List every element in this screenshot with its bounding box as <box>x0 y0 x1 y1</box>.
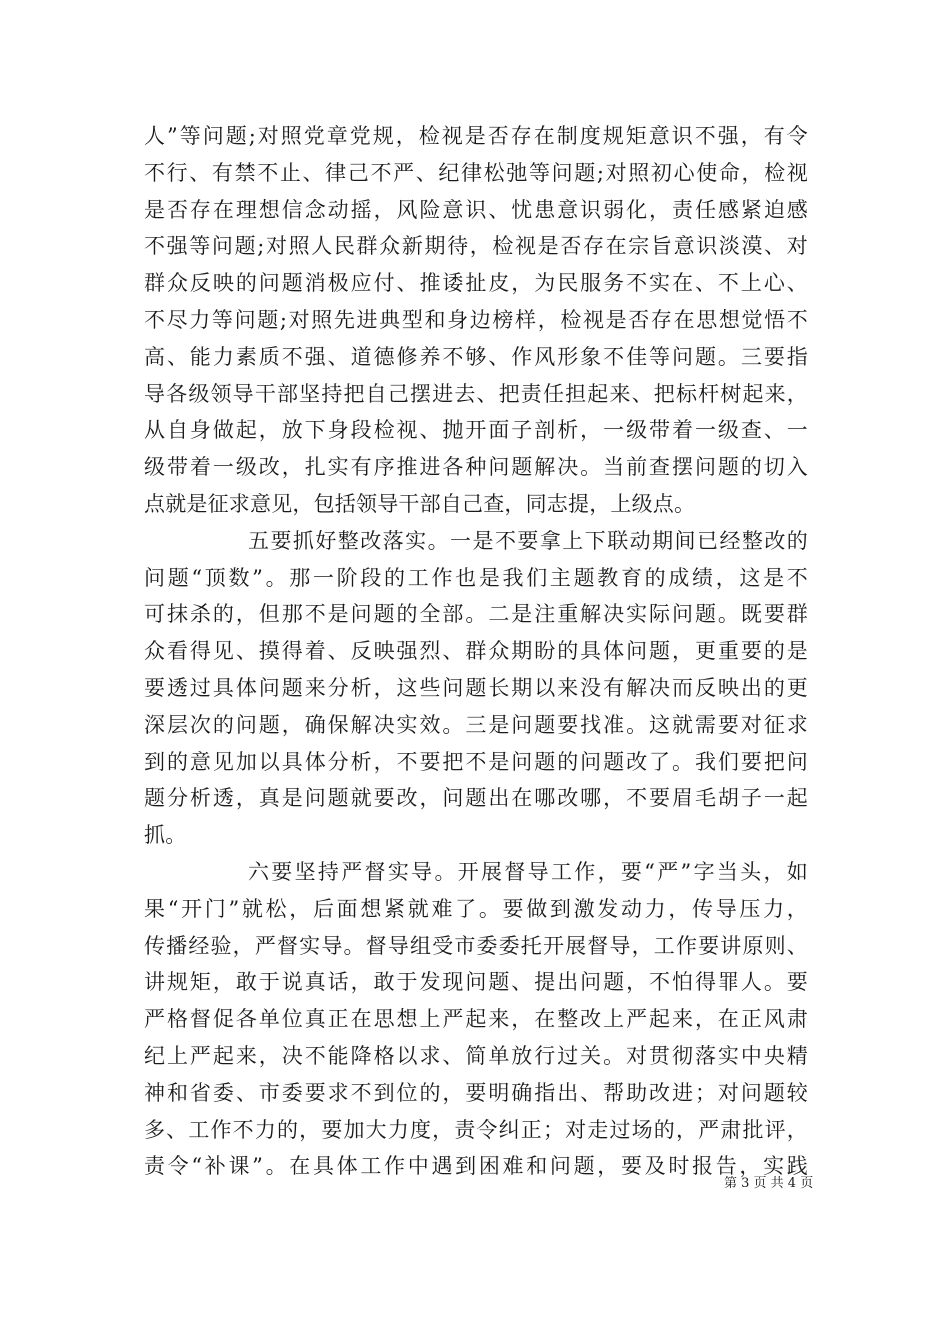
text-line: 到的意见加以具体分析，不要把不是问题的问题改了。我们要把问 <box>144 749 808 774</box>
paragraph-3 <box>144 854 808 1185</box>
text-line: 群众反映的问题消极应付、推诿扯皮，为民服务不实在、不上心、 <box>144 271 808 296</box>
paragraph-1 <box>144 118 808 523</box>
text-line: 讲规矩，敢于说真话，敢于发现问题、提出问题，不怕得罪人。要 <box>144 970 808 995</box>
text-line: 抓。 <box>144 823 187 848</box>
text-line: 责令“补课”。在具体工作中遇到困难和问题，要及时报告，实践 <box>144 1154 808 1179</box>
text-line: 从自身做起，放下身段检视、抛开面子剖析，一级带着一级查、一 <box>144 418 808 443</box>
document-body <box>144 118 808 1185</box>
text-line: 纪上严起来，决不能降格以求、简单放行过关。对贯彻落实中央精 <box>144 1043 808 1068</box>
text-line: 要透过具体问题来分析，这些问题长期以来没有解决而反映出的更 <box>144 675 808 700</box>
text-line: 神和省委、市委要求不到位的，要明确指出、帮助改进；对问题较 <box>144 1080 808 1105</box>
text-line: 众看得见、摸得着、反映强烈、群众期盼的具体问题，更重要的是 <box>144 639 808 664</box>
text-line: 题分析透，真是问题就要改，问题出在哪改哪，不要眉毛胡子一起 <box>144 786 808 811</box>
text-line: 六要坚持严督实导。开展督导工作，要“严”字当头，如 <box>248 859 808 884</box>
text-line: 高、能力素质不强、道德修养不够、作风形象不佳等问题。三要指 <box>144 344 808 369</box>
paragraph-2 <box>144 523 808 854</box>
text-line: 不尽力等问题;对照先进典型和身边榜样，检视是否存在思想觉悟不 <box>144 307 808 332</box>
text-line: 问题“顶数”。那一阶段的工作也是我们主题教育的成绩，这是不 <box>144 565 808 590</box>
text-line: 五要抓好整改落实。一是不要拿上下联动期间已经整改的 <box>248 528 808 553</box>
text-line: 多、工作不力的，要加大力度，责令纠正；对走过场的，严肃批评， <box>144 1117 808 1142</box>
text-line: 可抹杀的，但那不是问题的全部。二是注重解决实际问题。既要群 <box>144 602 808 627</box>
text-line: 人”等问题;对照党章党规，检视是否存在制度规矩意识不强，有令 <box>144 124 808 148</box>
text-line: 点就是征求意见，包括领导干部自己查，同志提，上级点。 <box>144 491 696 516</box>
text-line: 级带着一级改，扎实有序推进各种问题解决。当前查摆问题的切入 <box>144 455 808 480</box>
text-line: 传播经验，严督实导。督导组受市委委托开展督导，工作要讲原则、 <box>144 933 808 958</box>
page-number: 第 3 页 共 4 页 <box>724 1176 814 1191</box>
text-line: 是否存在理想信念动摇，风险意识、忧患意识弱化，责任感紧迫感 <box>144 197 808 222</box>
text-line: 深层次的问题，确保解决实效。三是问题要找准。这就需要对征求 <box>144 712 808 737</box>
text-line: 导各级领导干部坚持把自己摆进去、把责任担起来、把标杆树起来， <box>144 381 808 406</box>
text-line: 严格督促各单位真正在思想上严起来，在整改上严起来，在正风肃 <box>144 1007 808 1032</box>
text-line: 不行、有禁不止、律己不严、纪律松弛等问题;对照初心使命，检视 <box>144 160 808 185</box>
text-line: 不强等问题;对照人民群众新期待，检视是否存在宗旨意识淡漠、对 <box>144 234 808 259</box>
text-line: 果“开门”就松，后面想紧就难了。要做到激发动力，传导压力， <box>144 896 808 921</box>
